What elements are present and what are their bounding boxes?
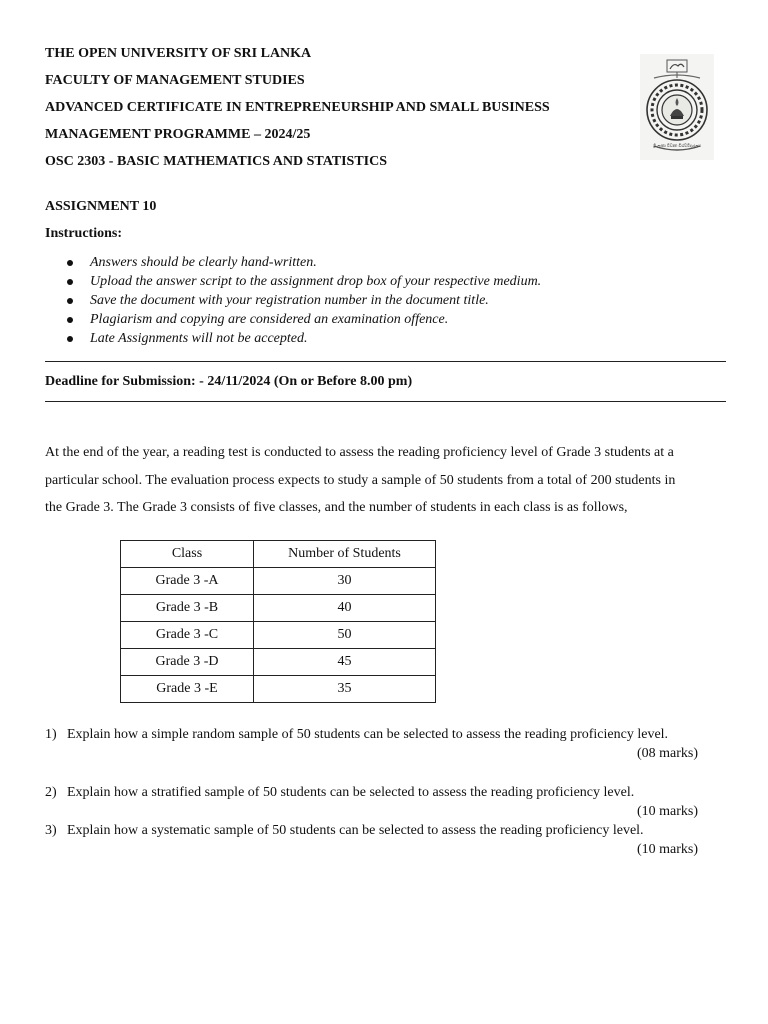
intro-paragraph xyxy=(45,439,735,522)
students-cell: 30 xyxy=(254,568,436,595)
question-number: 2) xyxy=(45,785,57,800)
table-row xyxy=(121,649,436,676)
question-marks: (08 marks) xyxy=(636,746,698,761)
instructions-list xyxy=(66,253,541,348)
instruction-item: Upload the answer script to the assignment drop box of your respective medium. xyxy=(66,272,541,291)
class-students-table xyxy=(120,540,436,703)
table-row xyxy=(121,568,436,595)
table-header-row xyxy=(121,541,436,568)
instruction-item: Late Assignments will not be accepted. xyxy=(66,329,541,348)
crest-motto: ශ්‍රී ලංකා විවෘත විශ්වවිද්‍යාලය xyxy=(652,143,702,148)
class-cell: Grade 3 -E xyxy=(121,676,254,703)
faculty-name: FACULTY OF MANAGEMENT STUDIES xyxy=(45,73,305,88)
university-name: THE OPEN UNIVERSITY OF SRI LANKA xyxy=(45,46,312,61)
question-number: 1) xyxy=(45,727,57,742)
question-marks: (10 marks) xyxy=(636,842,698,857)
programme-title-line1: ADVANCED CERTIFICATE IN ENTREPRENEURSHIP AND SMALL BUSINESS xyxy=(45,100,550,115)
intro-line: particular school. The evaluation process expects to study a sample of 50 students from a total of 200 students in xyxy=(45,472,676,488)
intro-line: At the end of the year, a reading test is conducted to assess the reading proficiency level of Grade 3 students at a xyxy=(45,445,674,460)
students-cell: 40 xyxy=(254,595,436,622)
class-cell: Grade 3 -A xyxy=(121,568,254,595)
question-number: 3) xyxy=(45,823,57,838)
class-cell: Grade 3 -D xyxy=(121,649,254,676)
course-title: OSC 2303 - BASIC MATHEMATICS AND STATISTICS xyxy=(45,154,388,169)
column-header-class: Class xyxy=(121,541,254,568)
column-header-students: Number of Students xyxy=(254,541,436,568)
intro-line: the Grade 3. The Grade 3 consists of five classes, and the number of students in each class is as follows, xyxy=(45,500,628,515)
students-cell: 50 xyxy=(254,622,436,649)
question-marks: (10 marks) xyxy=(636,804,698,819)
table-row xyxy=(121,622,436,649)
instructions-heading: Instructions: xyxy=(45,226,123,241)
deadline-text: Deadline for Submission: - 24/11/2024 (On or Before 8.00 pm) xyxy=(45,374,413,389)
table-row xyxy=(121,595,436,622)
instruction-item: Save the document with your registration number in the document title. xyxy=(66,291,541,310)
question-text: Explain how a stratified sample of 50 students can be selected to assess the reading proficiency level. xyxy=(67,785,635,800)
divider-bottom xyxy=(45,401,726,402)
instruction-item: Plagiarism and copying are considered an examination offence. xyxy=(66,310,541,329)
divider-top xyxy=(45,361,726,362)
class-cell: Grade 3 -B xyxy=(121,595,254,622)
programme-title-line2: MANAGEMENT PROGRAMME – 2024/25 xyxy=(45,127,311,142)
question-text: Explain how a systematic sample of 50 students can be selected to assess the reading proficiency level. xyxy=(67,823,644,838)
students-cell: 35 xyxy=(254,676,436,703)
class-cell: Grade 3 -C xyxy=(121,622,254,649)
question-text: Explain how a simple random sample of 50 students can be selected to assess the reading proficiency level. xyxy=(67,727,669,742)
assignment-title: ASSIGNMENT 10 xyxy=(45,199,157,214)
students-cell: 45 xyxy=(254,649,436,676)
university-crest-icon xyxy=(640,54,714,160)
table-row xyxy=(121,676,436,703)
instruction-item: Answers should be clearly hand-written. xyxy=(66,253,541,272)
